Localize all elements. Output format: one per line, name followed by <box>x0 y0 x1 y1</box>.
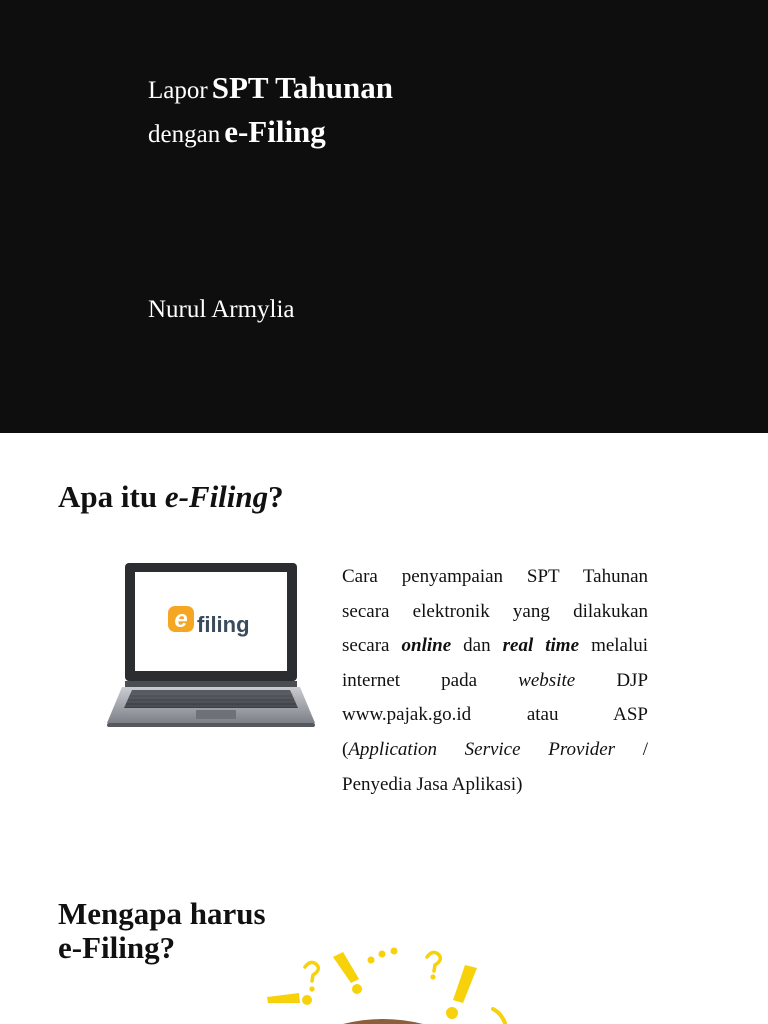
para-line-3: secara online dan real time melalui <box>342 635 649 657</box>
logo-e-letter: e <box>174 606 188 633</box>
exclamation-icon <box>267 993 312 1005</box>
title-line-1 <box>148 70 393 106</box>
efiling-definition-paragraph <box>342 560 648 802</box>
title-word-lapor: Lapor <box>148 77 208 104</box>
exclamation-icon <box>446 965 477 1019</box>
confused-exclamation-illustration <box>255 935 535 1024</box>
laptop-trackpad <box>196 710 236 719</box>
title-efiling: e-Filing <box>224 114 326 149</box>
logo-filing-text: filing <box>197 612 250 637</box>
heading-prefix: Apa itu <box>58 479 165 514</box>
para-line-2: secara elektronik yang dilakukan <box>342 600 648 622</box>
exclamation-icon <box>333 952 362 994</box>
para-line-5: www.pajak.go.id atau ASP <box>342 704 648 726</box>
heading-line-2: e-Filing? <box>58 930 176 965</box>
heading-italic: e-Filing <box>164 479 269 514</box>
laptop-keyboard <box>124 690 298 708</box>
heading-line-1: Mengapa harus <box>58 896 266 931</box>
title-spt-tahunan: SPT Tahunan <box>211 70 393 105</box>
question-mark-icon <box>427 952 440 979</box>
para-line-4: internet pada website DJP <box>342 669 649 691</box>
laptop-efiling-image <box>104 560 318 732</box>
term-website: website <box>518 669 576 691</box>
term-online: online <box>401 635 452 657</box>
author-name: Nurul Armylia <box>148 296 295 323</box>
question-mark-icon <box>305 962 318 991</box>
term-real-time: real time <box>502 635 580 657</box>
section-heading-apa-itu <box>58 480 284 514</box>
dots-icon <box>368 948 398 964</box>
term-asp-expansion: Application Service Provider <box>348 738 616 760</box>
title-word-dengan: dengan <box>148 121 221 148</box>
head-hair <box>343 1019 423 1024</box>
para-line-1: Cara penyampaian SPT Tahunan <box>342 566 648 587</box>
title-slide <box>0 0 768 433</box>
para-line-7: Penyedia Jasa Aplikasi) <box>342 773 523 795</box>
heading-suffix: ? <box>268 479 284 514</box>
title-line-2 <box>148 114 326 150</box>
para-line-6: (Application Service Provider / <box>342 738 648 760</box>
